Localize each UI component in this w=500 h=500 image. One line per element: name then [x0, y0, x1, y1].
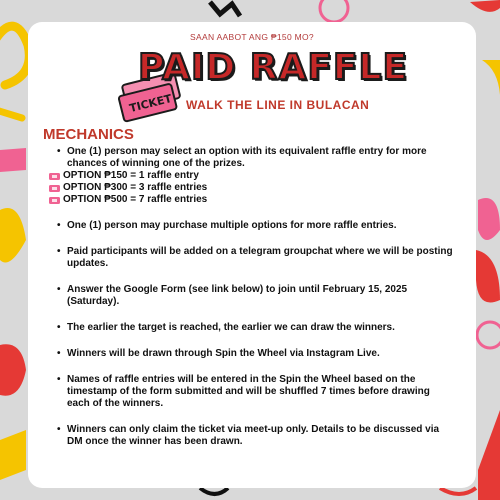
option-row — [28, 170, 476, 182]
rule-item: • Paid participants will be added on a telegram groupchat where we will be posting updates. — [28, 246, 476, 270]
kicker-text: SAAN AABOT ANG ₱150 MO? — [190, 32, 314, 42]
rule-item: • Names of raffle entries will be entered in the Spin the Wheel based on the timestamp of the form submitted and will be shuffled 7 times before drawing each of the winners. — [28, 374, 476, 410]
page-subtitle: WALK THE LINE IN BULACAN — [186, 98, 370, 112]
rule-intro: • One (1) person may select an option with its equivalent raffle entry for more chances of winning one of the prizes. — [28, 146, 476, 170]
rule-item: • Winners will be drawn through Spin the Wheel via Instagram Live. — [28, 348, 476, 360]
ticket-icon — [49, 197, 60, 204]
rule-item: • Answer the Google Form (see link below) to join until February 15, 2025 (Saturday). — [28, 284, 476, 308]
ticket-icon — [49, 185, 60, 192]
option-row — [28, 194, 476, 206]
mechanics-heading: MECHANICS — [43, 126, 134, 143]
ticket-icon — [49, 173, 60, 180]
ticket-art-label: TICKET — [128, 91, 174, 115]
raffle-card — [28, 22, 476, 488]
rule-item: • The earlier the target is reached, the earlier we can draw the winners. — [28, 322, 476, 334]
option-label: OPTION ₱300 = 3 raffle entries — [63, 182, 208, 193]
rule-item: • Winners can only claim the ticket via meet-up only. Details to be discussed via DM once the winner has been drawn. — [28, 424, 476, 448]
option-label: OPTION ₱500 = 7 raffle entries — [63, 194, 208, 205]
rule-item: • One (1) person may purchase multiple options for more raffle entries. — [28, 220, 476, 232]
option-label: OPTION ₱150 = 1 raffle entry — [63, 170, 199, 181]
mechanics-content — [28, 146, 476, 448]
page-title: PAID RAFFLE — [138, 47, 409, 88]
option-row — [28, 182, 476, 194]
